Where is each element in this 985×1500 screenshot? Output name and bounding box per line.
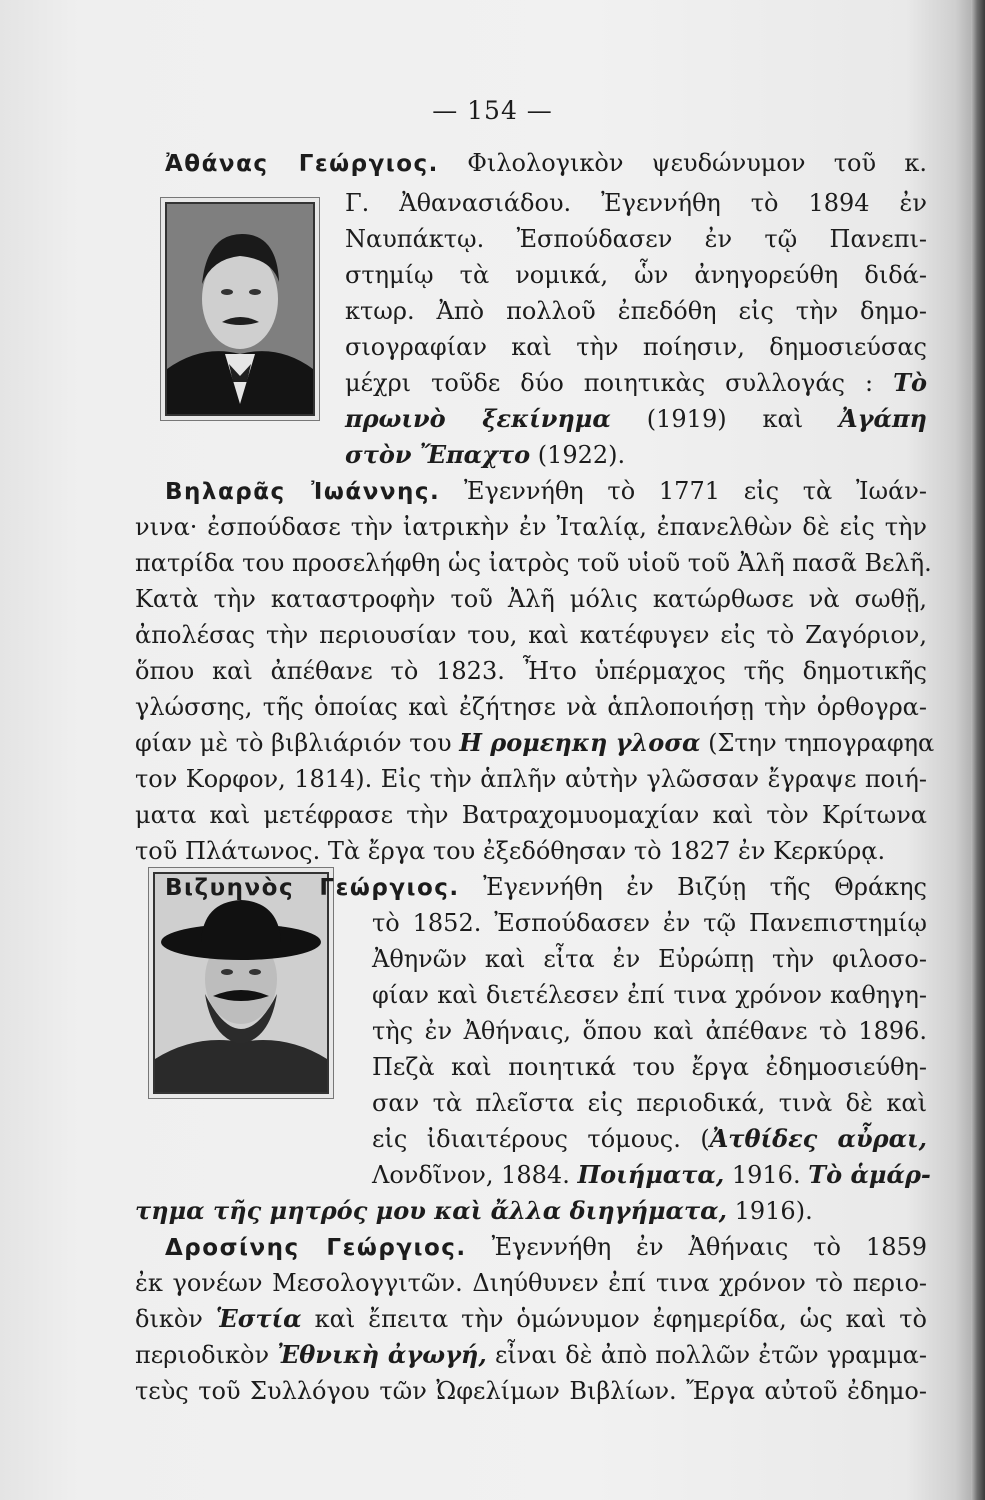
text-line: δικὸν Ἑστία καὶ ἔπειτα τὴν ὁμώνυμον ἐφημερίδα, ὡς καὶ τὸ — [135, 1304, 927, 1333]
text-line: στὸν Ἔπαχτο (1922). — [345, 440, 626, 469]
text-line: Ἀθηνῶν καὶ εἶτα ἐν Εὐρώπῃ τὴν φιλοσο- — [372, 945, 927, 973]
text-line: ἀπολέσας τὴν περιουσίαν του, καὶ κατέφυγεν εἰς τὸ Ζαγόριον, — [135, 621, 927, 649]
text-line: Ναυπάκτῳ. Ἐσπούδασεν ἐν τῷ Πανεπι- — [345, 225, 927, 253]
text-line: τον Κορφον, 1814). Εἰς τὴν ἁπλῆν αὐτὴν γλῶσσαν ἔγραψε ποιή- — [135, 765, 927, 793]
text-line: νινα· ἐσπούδασε τὴν ἰατρικὴν ἐν Ἰταλίᾳ, ἐπανελθὼν δὲ εἰς τὴν — [135, 513, 927, 541]
work-title: πρωινὸ ξεκίνημα — [345, 404, 611, 433]
work-title: Τὸ ἁμάρ- — [808, 1160, 931, 1189]
work-title: Τὸ — [893, 368, 927, 397]
text-line: σαν τὰ πλεῖστα εἰς περιοδικά, τινὰ δὲ καὶ — [372, 1089, 927, 1117]
text-line: Κατὰ τὴν καταστροφὴν τοῦ Ἀλῆ μόλις κατώρθωσε νὰ σωθῇ, — [135, 585, 927, 613]
text-line: πατρίδα του προσελήφθη ὡς ἰατρὸς τοῦ υἱοῦ τοῦ Ἀλῆ πασᾶ Βελῆ. — [135, 549, 932, 577]
work-title: Η ρομεηκη γλοσα — [459, 728, 701, 757]
page-edge-shadow — [971, 0, 985, 1500]
text-line: πρωινὸ ξεκίνημα (1919) καὶ Ἀγάπη — [345, 404, 927, 433]
text-line: τοῦ Πλάτωνος. Τὰ ἔργα του ἐξεδόθησαν τὸ 1827 ἐν Κερκύρᾳ. — [135, 837, 886, 865]
text-line: εἰς ἰδιαιτέρους τόμους. (Ἀτθίδες αὖραι, — [372, 1124, 928, 1153]
text-line: Γ. Ἀθανασιάδου. Ἐγεννήθη τὸ 1894 ἐν — [345, 189, 927, 217]
text-line: φίαν καὶ διετέλεσεν ἐπί τινα χρόνον καθηγη- — [372, 981, 927, 1009]
text-line: Δροσίνης Γεώργιος. Ἐγεννήθη ἐν Ἀθήναις τὸ 1859 — [165, 1233, 927, 1261]
entry-name: Ἀθάνας Γεώργιος. — [165, 151, 439, 177]
entry-name: Βηλαρᾶς Ἰωάννης. — [165, 479, 441, 505]
portrait-athanas — [165, 202, 315, 416]
work-title: Ἀτθίδες αὖραι, — [709, 1124, 928, 1153]
text-line: Βηλαρᾶς Ἰωάννης. Ἐγεννήθη τὸ 1771 εἰς τὰ Ἰωάν- — [165, 477, 927, 505]
text-line: Βιζυηνὸς Γεώργιος. Ἐγεννήθη ἐν Βιζύῃ τῆς Θράκης — [165, 873, 927, 901]
text-line: ματα καὶ μετέφρασε τὴν Βατραχομυομαχίαν καὶ τὸν Κρίτωνα — [135, 801, 927, 829]
text-line: περιοδικὸν Ἐθνικὴ ἀγωγή, εἶναι δὲ ἀπὸ πολλῶν ἐτῶν γραμμα- — [135, 1340, 928, 1369]
portrait-man-hat-beard-icon — [155, 874, 327, 1092]
text-line: Λονδῖνον, 1884. Ποιήματα, 1916. Τὸ ἁμάρ- — [372, 1160, 931, 1189]
text-line: γλώσσης, τῆς ὁποίας καὶ ἐζήτησε νὰ ἁπλοποιήσῃ τὴν ὀρθογρα- — [135, 693, 927, 721]
text-line: φίαν μὲ τὸ βιβλιάριόν του Η ρομεηκη γλοσα (Στην τηπογραφηα — [135, 728, 935, 757]
text-line: Πεζὰ καὶ ποιητικά του ἔργα ἐδημοσιεύθη- — [372, 1053, 927, 1081]
work-title: Ἀγάπη — [839, 404, 927, 433]
work-title: τημα τῆς μητρός μου καὶ ἄλλα διηγήματα, — [135, 1196, 727, 1225]
text-line: μέχρι τοῦδε δύο ποιητικὰς συλλογάς : Τὸ — [345, 368, 927, 397]
text-line: ἐκ γονέων Μεσολογγιτῶν. Διηύθυνεν ἐπί τινα χρόνον τὸ περιο- — [135, 1269, 927, 1297]
text-line: τὴς ἐν Ἀθήναις, ὅπου καὶ ἀπέθανε τὸ 1896. — [372, 1017, 927, 1045]
work-title: Ποιήματα, — [577, 1160, 725, 1189]
work-title: Ἑστία — [215, 1304, 302, 1333]
entry-name: Βιζυηνὸς Γεώργιος. — [165, 875, 460, 901]
portrait-man-mustache-icon — [167, 204, 313, 414]
text-line: τεὺς τοῦ Συλλόγου τῶν Ὠφελίμων Βιβλίων. Ἔργα αὐτοῦ ἐδημο- — [135, 1377, 927, 1405]
text-line: ὅπου καὶ ἀπέθανε τὸ 1823. Ἦτο ὑπέρμαχος τῆς δημοτικῆς — [135, 657, 927, 685]
entry-name: Δροσίνης Γεώργιος. — [165, 1235, 467, 1261]
text-line: Ἀθάνας Γεώργιος. Φιλολογικὸν ψευδώνυμον τοῦ κ. — [165, 149, 927, 177]
work-title: Ἐθνικὴ ἀγωγή, — [277, 1340, 487, 1369]
text-line: τημα τῆς μητρός μου καὶ ἄλλα διηγήματα, 1916). — [135, 1196, 813, 1225]
portrait-vizyinos — [153, 872, 329, 1094]
text-line: κτωρ. Ἀπὸ πολλοῦ ἐπεδόθη εἰς τὴν δημο- — [345, 297, 927, 325]
text-line: σιογραφίαν καὶ τὴν ποίησιν, δημοσιεύσας — [345, 333, 927, 361]
text-line: στημίῳ τὰ νομικά, ὧν ἀνηγορεύθη διδά- — [345, 261, 927, 289]
page-number: — 154 — — [432, 96, 553, 125]
work-title: στὸν Ἔπαχτο — [345, 440, 531, 469]
text-line: τὸ 1852. Ἐσπούδασεν ἐν τῷ Πανεπιστημίῳ — [372, 909, 927, 937]
